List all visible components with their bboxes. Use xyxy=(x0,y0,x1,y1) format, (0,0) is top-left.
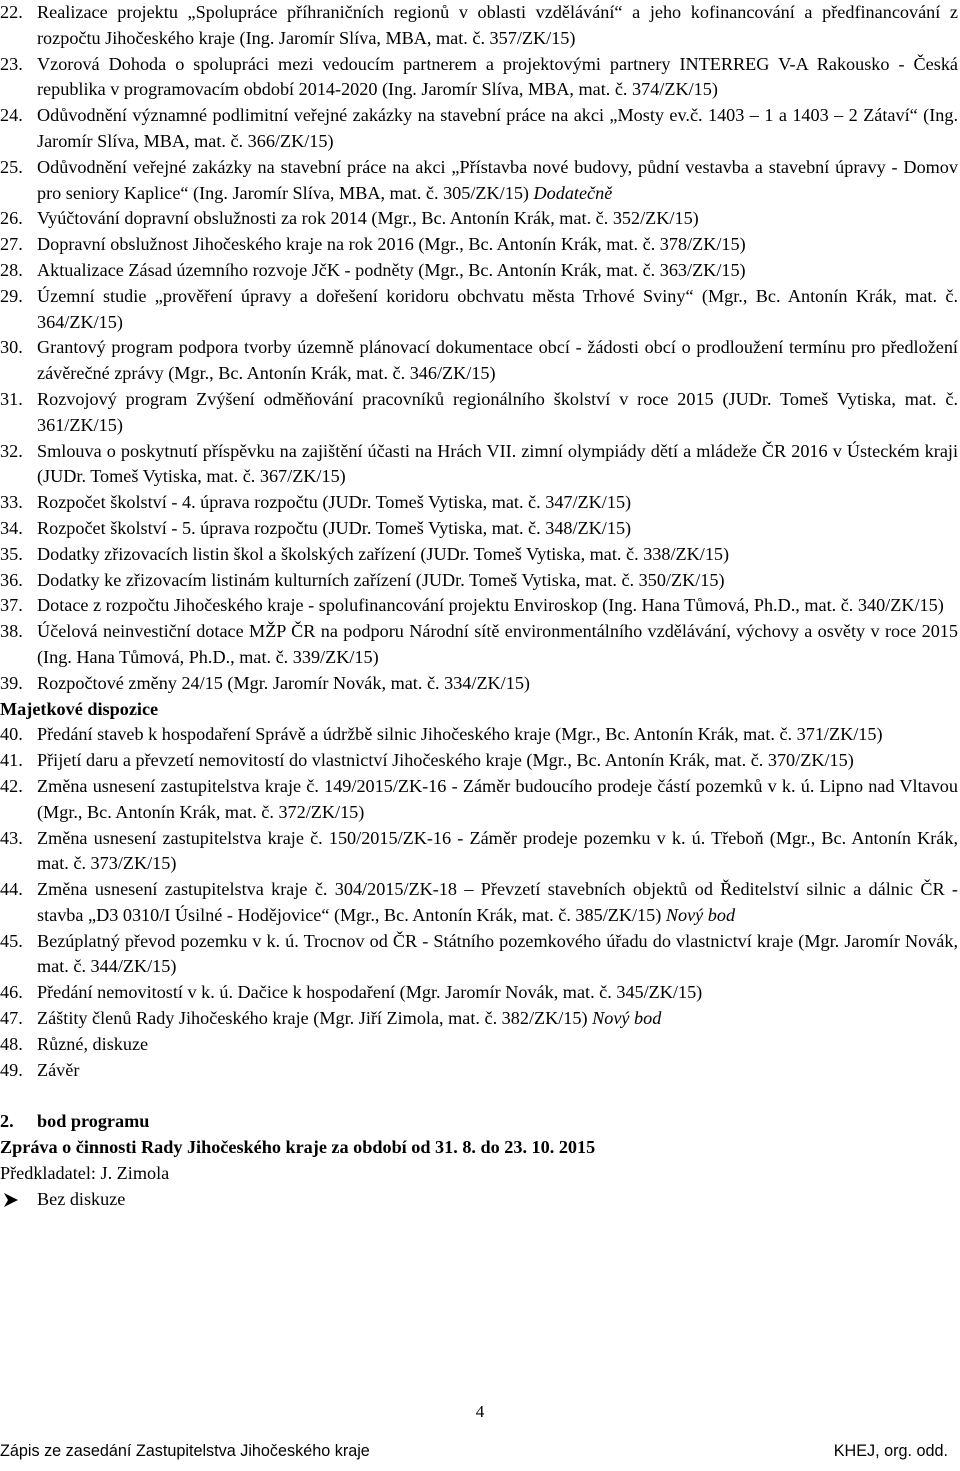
agenda-item-number: 41. xyxy=(0,750,23,771)
agenda-item-title: Účelová neinvestiční dotace MŽP ČR na podporu Národní sítě environmentálního vzdělávání, výchovy a osvěty v roce 2015 (Ing. Hana Tůmová, Ph.D., mat. č. 339/ZK/15) xyxy=(37,621,958,667)
agenda-item-title: Dotace z rozpočtu Jihočeského kraje - spolufinancování projektu Enviroskop (Ing. Hana Tůmová, Ph.D., mat. č. 340/ZK/15) xyxy=(37,595,944,616)
agenda-item-title: Dodatky ke zřizovacím listinám kulturních zařízení (JUDr. Tomeš Vytiska, mat. č. 350/ZK/15) xyxy=(37,569,725,590)
agenda-item-note: Nový bod xyxy=(592,1008,662,1029)
agenda-item-number: 29. xyxy=(0,285,23,306)
agenda-item-text xyxy=(37,206,958,232)
agenda-item-number: 38. xyxy=(0,621,23,642)
agenda-item-number: 33. xyxy=(0,492,23,513)
agenda-item-number: 43. xyxy=(0,827,23,848)
agenda-item-number: 24. xyxy=(0,105,23,126)
agenda-item-title: Různé, diskuze xyxy=(37,1033,149,1054)
agenda-item-text xyxy=(37,593,958,619)
report-title: Zpráva o činnosti Rady Jihočeského kraje za období od 31. 8. do 23. 10. 2015 xyxy=(0,1137,596,1158)
agenda-item-number: 30. xyxy=(0,337,23,358)
agenda-item-number: 28. xyxy=(0,259,23,280)
agenda-item-text xyxy=(37,826,958,878)
agenda-item-text xyxy=(37,516,958,542)
arrow-bullet-icon xyxy=(3,1192,37,1208)
agenda-item-title: Přijetí daru a převzetí nemovitostí do vlastnictví Jihočeského kraje (Mgr., Bc. Antonín Krák, mat. č. 370/ZK/15) xyxy=(37,750,854,771)
agenda-item xyxy=(0,232,958,258)
agenda-item-number: 34. xyxy=(0,517,23,538)
agenda-item-number: 25. xyxy=(0,156,23,177)
agenda-item-number: 22. xyxy=(0,2,23,22)
agenda-item-note: Dodatečně xyxy=(533,182,613,203)
agenda-item-text xyxy=(37,619,958,671)
blank-line xyxy=(0,1083,960,1109)
agenda-item xyxy=(0,103,958,155)
bullet-item xyxy=(0,1187,960,1213)
agenda-item-title: Odůvodnění veřejné zakázky na stavební práce na akci „Přístavba nové budovy, půdní vestavba a stavební úpravy - Domov pro seniory Kaplice“ (Ing. Jaromír Slíva, MBA, mat. č. 305/ZK/15) xyxy=(37,156,958,203)
agenda-item-title: Závěr xyxy=(37,1059,80,1080)
agenda-item-title: Smlouva o poskytnutí příspěvku na zajištění účasti na Hrách VII. zimní olympiády dětí a mládeže ČR 2016 v Ústeckém kraji (JUDr. Tomeš Vytiska, mat. č. 367/ZK/15) xyxy=(37,440,958,487)
agenda-item xyxy=(0,387,958,439)
footer-left: Zápis ze zasedání Zastupitelstva Jihočeského kraje xyxy=(0,1442,370,1460)
agenda-item-text xyxy=(37,542,958,568)
agenda-item xyxy=(0,206,958,232)
agenda-item xyxy=(0,516,958,542)
agenda-item-text xyxy=(37,0,958,52)
agenda-item-text xyxy=(37,748,958,774)
agenda-item-number: 47. xyxy=(0,1008,23,1029)
agenda-item-title: Záštity členů Rady Jihočeského kraje (Mgr. Jiří Zimola, mat. č. 382/ZK/15) xyxy=(37,1008,588,1029)
agenda-item-title: Předání staveb k hospodaření Správě a údržbě silnic Jihočeského kraje (Mgr., Bc. Antonín Krák, mat. č. 371/ZK/15) xyxy=(37,724,883,745)
agenda-item xyxy=(0,1032,958,1058)
agenda-item-text xyxy=(37,335,958,387)
agenda-item-title: Předání nemovitostí v k. ú. Dačice k hospodaření (Mgr. Jaromír Novák, mat. č. 345/ZK/15) xyxy=(37,982,703,1003)
bullet-text: Bez diskuze xyxy=(37,1188,126,1209)
agenda-item-number: 44. xyxy=(0,879,23,900)
agenda-item xyxy=(0,155,958,207)
agenda-item-text xyxy=(37,722,958,748)
agenda-item xyxy=(0,671,958,697)
agenda-item-title: Dodatky zřizovacích listin škol a školských zařízení (JUDr. Tomeš Vytiska, mat. č. 338/ZK/15) xyxy=(37,543,730,564)
agenda-item-text xyxy=(37,387,958,439)
agenda-point-number: 2. xyxy=(0,1111,14,1132)
agenda-item-number: 27. xyxy=(0,234,23,255)
agenda-item xyxy=(0,542,958,568)
agenda-item xyxy=(0,877,958,929)
agenda-item xyxy=(0,826,958,878)
agenda-item-number: 49. xyxy=(0,1059,23,1080)
page-number: 4 xyxy=(475,1402,485,1421)
agenda-item-text xyxy=(37,568,958,594)
agenda-item-text xyxy=(37,1006,958,1032)
agenda-item-title: Realizace projektu „Spolupráce příhraničních regionů v oblasti vzdělávání“ a jeho kofinancování a předfinancování z rozpočtu Jihočeského kraje (Ing. Jaromír Slíva, MBA, mat. č. 357/ZK/15) xyxy=(37,2,958,48)
agenda-item xyxy=(0,722,958,748)
agenda-item-title: Bezúplatný převod pozemku v k. ú. Trocnov od ČR - Státního pozemkového úřadu do vlastnictví kraje (Mgr. Jaromír Novák, mat. č. 344/ZK/15) xyxy=(37,930,958,977)
agenda-item-title: Změna usnesení zastupitelstva kraje č. 150/2015/ZK-16 - Záměr prodeje pozemku v k. ú. Třeboň (Mgr., Bc. Antonín Krák, mat. č. 373/ZK/15) xyxy=(37,827,958,874)
agenda-item-title: Rozpočtové změny 24/15 (Mgr. Jaromír Novák, mat. č. 334/ZK/15) xyxy=(37,672,530,693)
agenda-item-text xyxy=(37,232,958,258)
agenda-item-title: Rozpočet školství - 4. úprava rozpočtu (JUDr. Tomeš Vytiska, mat. č. 347/ZK/15) xyxy=(37,492,632,513)
agenda-item-text xyxy=(37,284,958,336)
agenda-item-title: Změna usnesení zastupitelstva kraje č. 304/2015/ZK-18 – Převzetí stavebních objektů od Ředitelství silnic a dálnic ČR - stavba „D3 0310/I Úsilné - Hodějovice“ (Mgr., Bc. Antonín Krák, mat. č. 385/ZK/15) xyxy=(37,879,958,925)
agenda-item xyxy=(0,0,958,52)
agenda-item-text xyxy=(37,52,958,104)
agenda-point-label: bod programu xyxy=(37,1111,150,1132)
agenda-item-text xyxy=(37,929,958,981)
agenda-item xyxy=(0,593,958,619)
agenda-item xyxy=(0,980,958,1006)
agenda-item-text xyxy=(37,1032,958,1058)
agenda-item xyxy=(0,774,958,826)
agenda-item xyxy=(0,335,958,387)
agenda-item-title: Dopravní obslužnost Jihočeského kraje na rok 2016 (Mgr., Bc. Antonín Krák, mat. č. 378/ZK/15) xyxy=(37,234,746,255)
agenda-item xyxy=(0,619,958,671)
agenda-item xyxy=(0,1006,958,1032)
agenda-item-number: 40. xyxy=(0,724,23,745)
agenda-item-text xyxy=(37,980,958,1006)
agenda-item-number: 48. xyxy=(0,1033,23,1054)
agenda-item-number: 23. xyxy=(0,53,23,74)
agenda-item-title: Odůvodnění významné podlimitní veřejné zakázky na stavební práce na akci „Mosty ev.č. 1403 – 1 a 1403 – 2 Zátaví“ (Ing. Jaromír Slíva, MBA, mat. č. 366/ZK/15) xyxy=(37,105,958,151)
agenda-item-number: 35. xyxy=(0,543,23,564)
agenda-item xyxy=(0,52,958,104)
agenda-list xyxy=(0,0,960,697)
agenda-item-text xyxy=(37,439,958,491)
agenda-item-number: 36. xyxy=(0,569,23,590)
section-heading: Majetkové dispozice xyxy=(0,698,159,719)
agenda-item-text xyxy=(37,671,958,697)
agenda-item-title: Rozpočet školství - 5. úprava rozpočtu (JUDr. Tomeš Vytiska, mat. č. 348/ZK/15) xyxy=(37,517,632,538)
agenda-item-text xyxy=(37,774,958,826)
agenda-item-text xyxy=(37,877,958,929)
agenda-item-text xyxy=(37,1058,958,1084)
agenda-item-number: 32. xyxy=(0,440,23,461)
agenda-item xyxy=(0,568,958,594)
agenda-item-number: 45. xyxy=(0,930,23,951)
agenda-point-heading xyxy=(0,1109,960,1135)
agenda-item-title: Rozvojový program Zvýšení odměňování pracovníků regionálního školství v roce 2015 (JUDr. Tomeš Vytiska, mat. č. 361/ZK/15) xyxy=(37,388,958,435)
agenda-item xyxy=(0,439,958,491)
agenda-item-title: Grantový program podpora tvorby územně plánovací dokumentace obcí - žádosti obcí o prodloužení termínu pro předložení závěrečné zprávy (Mgr., Bc. Antonín Krák, mat. č. 346/ZK/15) xyxy=(37,337,958,384)
agenda-item xyxy=(0,748,958,774)
agenda-item-title: Územní studie „prověření úpravy a dořešení koridoru obchvatu města Trhové Sviny“ (Mgr., Bc. Antonín Krák, mat. č. 364/ZK/15) xyxy=(37,285,958,332)
agenda-item-title: Aktualizace Zásad územního rozvoje JčK - podněty (Mgr., Bc. Antonín Krák, mat. č. 363/ZK/15) xyxy=(37,259,746,280)
agenda-item xyxy=(0,284,958,336)
agenda-item xyxy=(0,490,958,516)
agenda-item-number: 26. xyxy=(0,208,23,229)
agenda-item-title: Změna usnesení zastupitelstva kraje č. 149/2015/ZK-16 - Záměr budoucího prodeje částí pozemků v k. ú. Lipno nad Vltavou (Mgr., Bc. Antonín Krák, mat. č. 372/ZK/15) xyxy=(37,775,958,822)
agenda-item-text xyxy=(37,155,958,207)
agenda-item-title: Vzorová Dohoda o spolupráci mezi vedoucím partnerem a projektovými partnery INTERREG V-A Rakousko - Česká republika v programovacím období 2014-2020 (Ing. Jaromír Slíva, MBA, mat. č. 374/ZK/15) xyxy=(37,53,958,100)
agenda-item-text xyxy=(37,490,958,516)
agenda-item-note: Nový bod xyxy=(665,904,736,925)
agenda-item xyxy=(0,258,958,284)
agenda-item-number: 39. xyxy=(0,672,23,693)
agenda-list-property xyxy=(0,722,960,1083)
agenda-item-number: 37. xyxy=(0,595,23,616)
agenda-item-title: Vyúčtování dopravní obslužnosti za rok 2014 (Mgr., Bc. Antonín Krák, mat. č. 352/ZK/15) xyxy=(37,208,699,229)
agenda-item xyxy=(0,929,958,981)
agenda-item-text xyxy=(37,258,958,284)
footer-right: KHEJ, org. odd. xyxy=(833,1442,948,1460)
agenda-item-number: 46. xyxy=(0,982,23,1003)
agenda-item xyxy=(0,1058,958,1084)
agenda-item-number: 42. xyxy=(0,775,23,796)
agenda-item-number: 31. xyxy=(0,388,23,409)
agenda-item-text xyxy=(37,103,958,155)
presenter-line: Předkladatel: J. Zimola xyxy=(0,1163,170,1184)
